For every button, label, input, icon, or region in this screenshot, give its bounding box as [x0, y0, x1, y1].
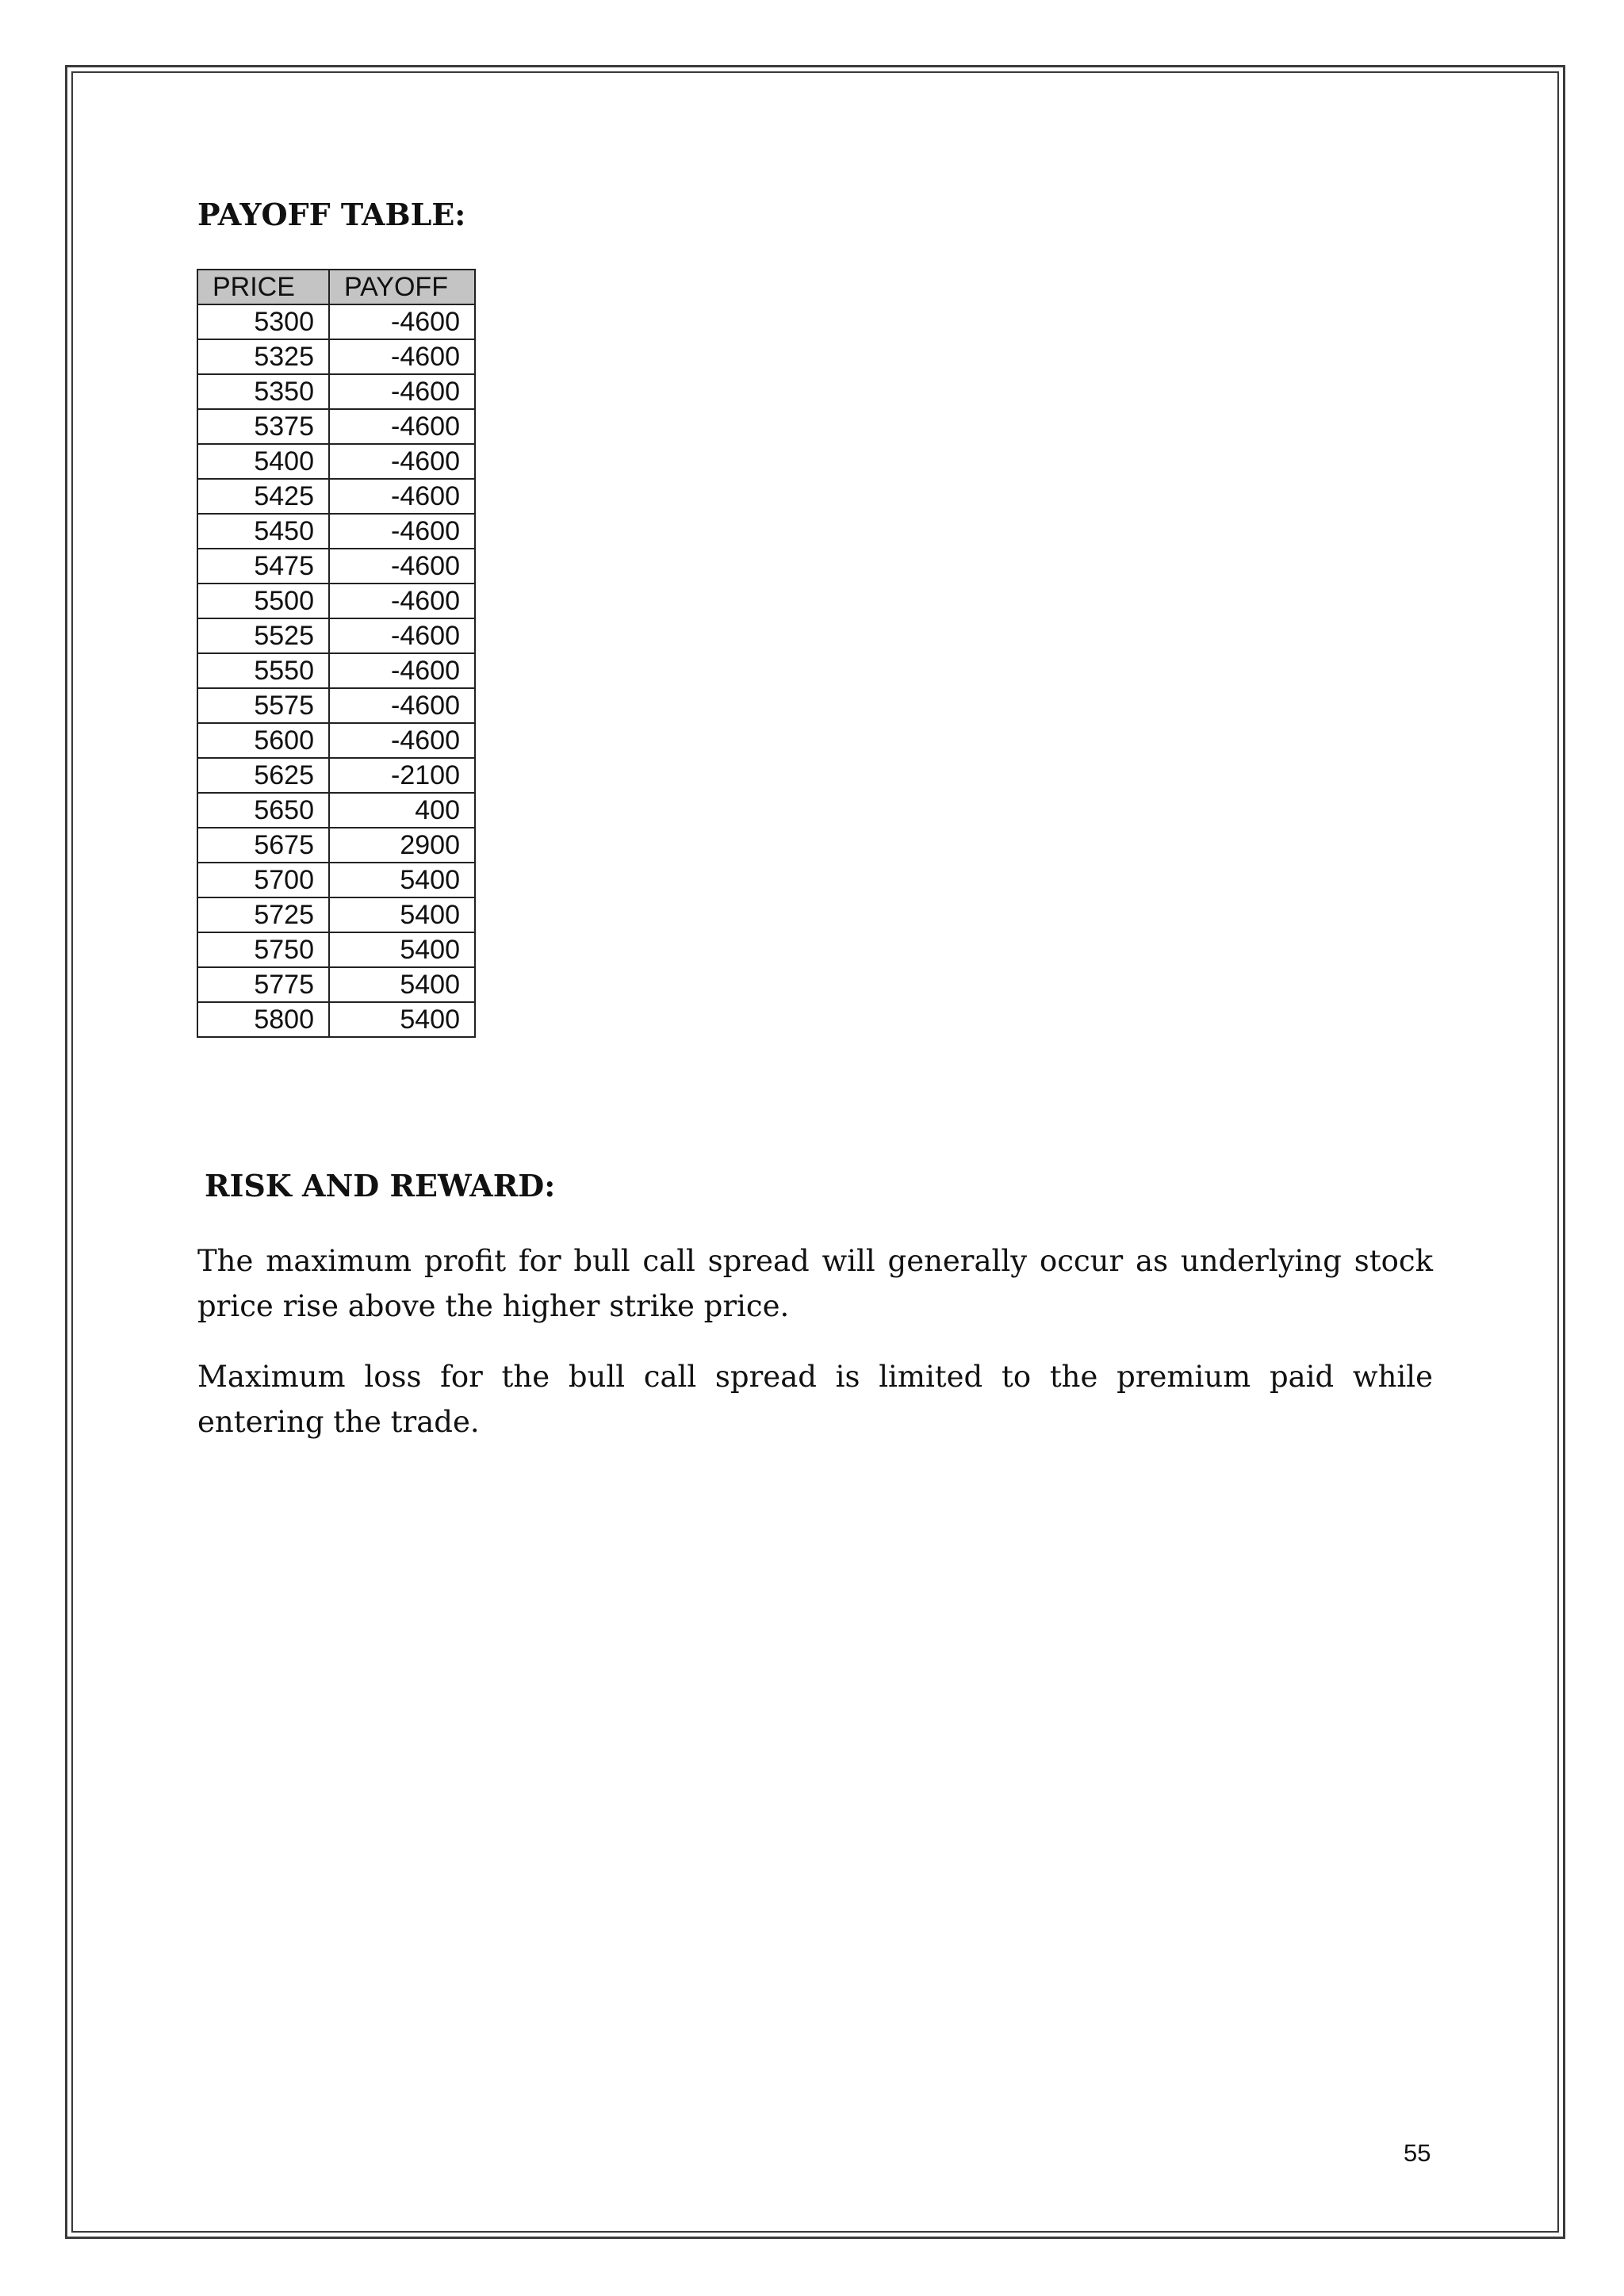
price-cell: 5675: [197, 828, 329, 863]
table-row: [197, 584, 475, 618]
price-cell: 5375: [197, 409, 329, 444]
price-cell: 5325: [197, 339, 329, 374]
payoff-cell: -4600: [329, 653, 475, 688]
payoff-cell: -4600: [329, 549, 475, 584]
table-row: [197, 688, 475, 723]
table-row: [197, 304, 475, 339]
column-header-price: PRICE: [197, 270, 329, 304]
page-number: 55: [1404, 2139, 1431, 2167]
payoff-cell: 5400: [329, 932, 475, 967]
payoff-cell: -4600: [329, 584, 475, 618]
column-header-payoff: PAYOFF: [329, 270, 475, 304]
payoff-cell: 5400: [329, 863, 475, 897]
price-cell: 5525: [197, 618, 329, 653]
price-cell: 5700: [197, 863, 329, 897]
table-row: [197, 409, 475, 444]
table-row: [197, 828, 475, 863]
payoff-table: [197, 269, 476, 1038]
price-cell: 5475: [197, 549, 329, 584]
payoff-cell: 5400: [329, 967, 475, 1002]
price-cell: 5500: [197, 584, 329, 618]
price-cell: 5300: [197, 304, 329, 339]
price-cell: 5650: [197, 793, 329, 828]
price-cell: 5775: [197, 967, 329, 1002]
price-cell: 5750: [197, 932, 329, 967]
table-row: [197, 863, 475, 897]
table-row: [197, 932, 475, 967]
price-cell: 5550: [197, 653, 329, 688]
payoff-cell: -4600: [329, 409, 475, 444]
price-cell: 5625: [197, 758, 329, 793]
risk-paragraph-max-loss: Maximum loss for the bull call spread is limited to the premium paid while entering the trade.: [197, 1360, 1433, 1439]
table-row: [197, 1002, 475, 1037]
price-cell: 5725: [197, 897, 329, 932]
payoff-cell: -4600: [329, 444, 475, 479]
price-cell: 5600: [197, 723, 329, 758]
table-row: [197, 793, 475, 828]
payoff-table-heading: PAYOFF TABLE:: [197, 197, 466, 232]
table-row: [197, 967, 475, 1002]
table-row: [197, 723, 475, 758]
table-row: [197, 374, 475, 409]
risk-and-reward-heading: RISK AND REWARD:: [205, 1168, 556, 1203]
payoff-cell: -2100: [329, 758, 475, 793]
payoff-cell: 400: [329, 793, 475, 828]
payoff-table-header-row: [197, 270, 475, 304]
payoff-cell: -4600: [329, 304, 475, 339]
table-row: [197, 339, 475, 374]
risk-paragraph-max-profit: The maximum profit for bull call spread will generally occur as underlying stock price rise above the higher strike price.: [197, 1244, 1433, 1323]
table-row: [197, 897, 475, 932]
table-row: [197, 514, 475, 549]
payoff-cell: -4600: [329, 479, 475, 514]
table-row: [197, 444, 475, 479]
payoff-cell: -4600: [329, 374, 475, 409]
price-cell: 5450: [197, 514, 329, 549]
table-row: [197, 758, 475, 793]
payoff-cell: -4600: [329, 339, 475, 374]
price-cell: 5400: [197, 444, 329, 479]
payoff-cell: -4600: [329, 514, 475, 549]
payoff-table-body: [197, 304, 475, 1037]
price-cell: 5425: [197, 479, 329, 514]
table-row: [197, 549, 475, 584]
table-row: [197, 479, 475, 514]
payoff-cell: 2900: [329, 828, 475, 863]
price-cell: 5800: [197, 1002, 329, 1037]
payoff-cell: -4600: [329, 618, 475, 653]
payoff-cell: 5400: [329, 1002, 475, 1037]
price-cell: 5350: [197, 374, 329, 409]
table-row: [197, 618, 475, 653]
payoff-cell: -4600: [329, 688, 475, 723]
payoff-cell: -4600: [329, 723, 475, 758]
payoff-cell: 5400: [329, 897, 475, 932]
price-cell: 5575: [197, 688, 329, 723]
table-row: [197, 653, 475, 688]
